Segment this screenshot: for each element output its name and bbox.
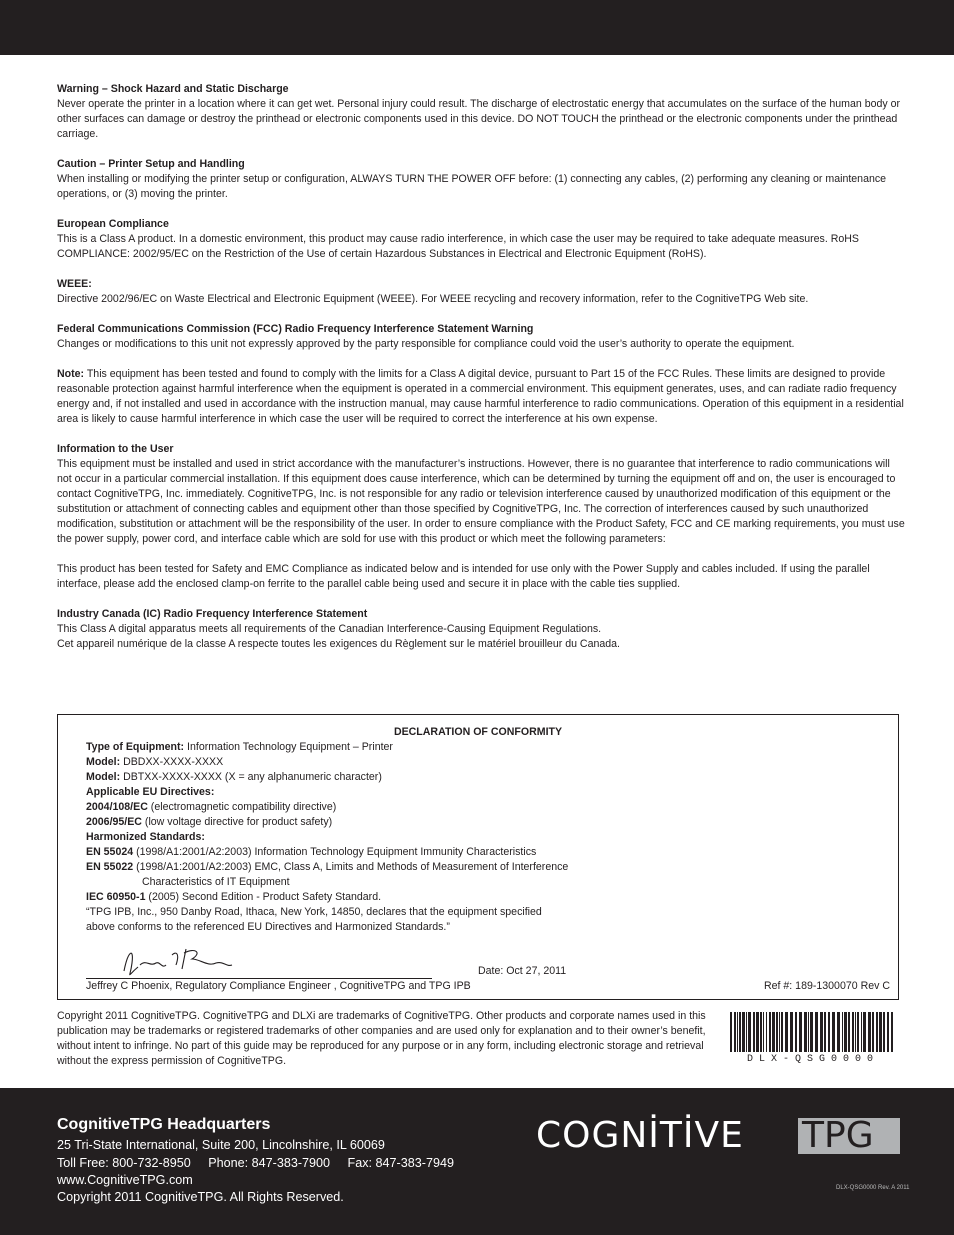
directive-desc: (electromagnetic compatibility directive) — [147, 801, 337, 813]
barcode-bar — [753, 1012, 755, 1052]
barcode-bar — [756, 1012, 759, 1052]
barcode-bar — [824, 1012, 826, 1052]
barcode-bar — [804, 1012, 807, 1052]
section-text: Directive 2002/96/EC on Waste Electrical and Electronic Equipment (WEEE). For WEEE recycling and recovery information, refer to the CognitiveTPG Web site. — [57, 293, 809, 305]
barcode-bar — [852, 1012, 854, 1052]
section-information-to-user — [57, 442, 907, 592]
signature-image — [116, 941, 236, 981]
barcode-bar — [772, 1012, 775, 1052]
section-title: European Compliance — [57, 218, 169, 230]
eu-directives-heading — [86, 785, 646, 800]
standard-desc: (1998/A1:2001/A2:2003) Information Technology Equipment Immunity Characteristics — [133, 846, 537, 858]
directive-line — [86, 815, 646, 830]
hq-website: www.CognitiveTPG.com — [57, 1173, 193, 1187]
barcode-bar — [832, 1012, 835, 1052]
barcode-bar — [763, 1012, 764, 1052]
barcode-bar — [734, 1012, 736, 1052]
standard-line — [86, 860, 646, 875]
barcode-bar — [828, 1012, 830, 1052]
cognitivetpg-logo — [536, 1115, 900, 1156]
barcode-bar — [891, 1012, 893, 1052]
hq-address: 25 Tri-State International, Suite 200, Lincolnshire, IL 60069 — [57, 1138, 385, 1152]
barcode-bar — [795, 1012, 797, 1052]
barcode-bar — [779, 1012, 780, 1052]
type-value: Information Technology Equipment – Printer — [184, 741, 393, 753]
footer — [0, 1088, 954, 1235]
barcode-bar — [766, 1012, 767, 1052]
barcode-bar — [746, 1012, 747, 1052]
model-value: DBTXX-XXXX-XXXX (X = any alphanumeric character) — [120, 771, 382, 783]
barcode-bar — [855, 1012, 856, 1052]
barcode-bar — [887, 1012, 889, 1052]
harmonized-standards-heading — [86, 830, 646, 845]
directive-code: 2004/108/EC — [86, 801, 148, 813]
model-line — [86, 770, 646, 785]
barcode-bar — [837, 1012, 840, 1052]
standard-line — [86, 890, 646, 905]
barcode-bar — [879, 1012, 882, 1052]
standard-code: IEC 60950-1 — [86, 891, 146, 903]
barcode-bar — [872, 1012, 874, 1052]
signer-name: Jeffrey C Phoenix, Regulatory Compliance Engineer , CognitiveTPG and TPG IPB — [86, 980, 471, 992]
barcode-bar — [790, 1012, 793, 1052]
standard-continuation: Characteristics of IT Equipment — [142, 876, 290, 888]
standard-code: EN 55022 — [86, 861, 134, 873]
section-text: This product has been tested for Safety and EMC Compliance as indicated below and is intended for use only with the Power Supply and cables included. If using the parallel interface, please add the enclosed clamp-on ferrite to the parallel cable being used and secure it in place with the cable ties supplied. — [57, 563, 870, 590]
compliance-text — [57, 82, 907, 667]
type-of-equipment — [86, 740, 646, 755]
copyright-notice: Copyright 2011 CognitiveTPG. CognitiveTPG and DLXi are trademarks of CognitiveTPG. Other products and corporate names used in this publication may be trademarks or registered trademarks of other companies and are used only for explanation and to their owner’s benefit, without intent to infringe. No part of this guide may be reproduced for any purpose or in any form, including electronic storage and retrieval without the express permission of CognitiveTPG. — [57, 1010, 706, 1067]
section-title: WEEE: — [57, 278, 92, 290]
barcode-bar — [760, 1012, 762, 1052]
note-label: Note: — [57, 368, 85, 380]
standard-line — [86, 845, 646, 860]
barcode-bar — [742, 1012, 745, 1052]
declaration-of-conformity — [57, 714, 899, 1000]
hq-phones: Toll Free: 800-732-8950 Phone: 847-383-7900 Fax: 847-383-7949 — [57, 1156, 454, 1170]
model-label: Model: — [86, 756, 121, 768]
section-text: Never operate the printer in a location where it can get wet. Personal injury could result. The discharge of electrostatic energy that accumulates on the surface of the human body or other surfaces can damage or destroy the printhead or electronic components used in this device. DO NOT TOUCH the printhead or the electronic components under the printhead carriage. — [57, 98, 901, 140]
standard-desc: (2005) Second Edition - Product Safety Standard. — [145, 891, 382, 903]
hs-label: Harmonized Standards: — [86, 831, 205, 843]
barcode-bar — [781, 1012, 783, 1052]
standard-desc: (1998/A1:2001/A2:2003) EMC, Class A, Limits and Methods of Measurement of Interference — [133, 861, 569, 873]
barcode-bar — [739, 1012, 741, 1052]
document-code: DLX-QSG0000 Rev. A 2011 — [836, 1185, 910, 1191]
section-text: Changes or modifications to this unit not expressly approved by the party responsible for compliance could void the user’s authority to operate the equipment. — [57, 338, 795, 350]
section-weee — [57, 277, 907, 307]
reference-number: Ref #: 189-1300070 Rev C — [763, 980, 890, 992]
note-text: This equipment has been tested and found to comply with the limits for a Class A digital device, pursuant to Part 15 of the FCC Rules. These limits are designed to provide reasonable protection against harmful interference when the equipment is operated in a commercial environment. This equipment generates, uses, and can radiate radio frequency energy and, if not installed and used in accordance with the instruction manual, may cause harmful interference to radio communications. Operation of this equipment in a residential area is likely to cause harmful interference in which case the user will be required to correct the interference at his own expense. — [57, 368, 904, 425]
section-text: When installing or modifying the printer setup or configuration, ALWAYS TURN THE POWER OFF before: (1) connecting any cables, (2) performing any cleaning or maintenance operations, or (3) moving the printer. — [57, 173, 887, 200]
barcode-bar — [883, 1012, 885, 1052]
directive-line — [86, 800, 646, 815]
barcode-bar — [842, 1012, 843, 1052]
model-label: Model: — [86, 771, 121, 783]
barcode-bar — [876, 1012, 878, 1052]
directive-desc: (low voltage directive for product safety) — [141, 816, 333, 828]
section-title: Caution – Printer Setup and Handling — [57, 158, 245, 170]
barcode-bar — [868, 1012, 871, 1052]
barcode-bar — [861, 1012, 862, 1052]
barcode-bar — [857, 1012, 859, 1052]
barcode-bar — [799, 1012, 802, 1052]
section-title: Federal Communications Commission (FCC) Radio Frequency Interference Statement Warning — [57, 323, 534, 335]
eu-label: Applicable EU Directives: — [86, 786, 215, 798]
standard-code: EN 55024 — [86, 846, 134, 858]
logo-tpg-text: TPG — [802, 1115, 874, 1156]
section-text: This is a Class A product. In a domestic environment, this product may cause radio interference, in which case the user may be required to take adequate measures. RoHS COMPLIANCE: 2002/95/EC on the Restriction of the Use of certain Hazardous Substances in Electrical and Electronic Equipment (RoHS). — [57, 233, 859, 260]
barcode-bar — [776, 1012, 778, 1052]
note-paragraph — [57, 367, 907, 427]
barcode-bar — [808, 1012, 809, 1052]
section-text: This equipment must be installed and used in strict accordance with the manufacturer’s instructions. However, there is no guarantee that interference to radio communications will not occur in a particular commercial installation. If this equipment does cause interference, which can be determined by turning the equipment off and on, the user is encouraged to contact CognitiveTPG, Inc. immediately. CognitiveTPG, Inc. is not responsible for any radio or television interference caused by unauthorized modification of this equipment or the substitution or attachment of connecting cables and equipment other than those specified by CognitiveTPG, Inc. The correction of interferences caused by such unauthorized modification, substitution or attachment will be the responsibility of the user. In order to ensure compliance with the Product Safety, FCC and CE marking requirements, you must use the power supply, power cord, and interface cable which are sold for use with this product or which meet the following parameters: — [57, 458, 905, 545]
section-note — [57, 367, 907, 427]
barcode-bar — [820, 1012, 823, 1052]
hq-rights: Copyright 2011 CognitiveTPG. All Rights Reserved. — [57, 1190, 344, 1204]
declaration-quote: “TPG IPB, Inc., 950 Danby Road, Ithaca, New York, 14850, declares that the equipment specified — [86, 906, 542, 918]
barcode-image — [730, 1012, 896, 1056]
model-value: DBDXX-XXXX-XXXX — [120, 756, 224, 768]
section-title: Information to the User — [57, 443, 174, 455]
barcode-bar — [737, 1012, 738, 1052]
barcode-bar — [769, 1012, 771, 1052]
barcode-bar — [848, 1012, 850, 1052]
declaration-title: DECLARATION OF CONFORMITY — [393, 726, 563, 738]
section-title: Warning – Shock Hazard and Static Discharge — [57, 83, 289, 95]
logo-cognitive-text: COGNİTİVE — [536, 1115, 744, 1156]
directive-code: 2006/95/EC — [86, 816, 142, 828]
barcode-bar — [815, 1012, 818, 1052]
declaration-details — [86, 740, 646, 935]
section-title: Industry Canada (IC) Radio Frequency Interference Statement — [57, 608, 368, 620]
section-fcc — [57, 322, 907, 352]
barcode-bar — [844, 1012, 847, 1052]
section-industry-canada — [57, 607, 907, 652]
model-line — [86, 755, 646, 770]
barcode-bar — [810, 1012, 813, 1052]
section-european-compliance — [57, 217, 907, 262]
barcode-text: DLX-QSG0000 — [746, 1054, 879, 1065]
declaration-quote: above conforms to the referenced EU Directives and Harmonized Standards.” — [86, 921, 450, 933]
section-caution — [57, 157, 907, 202]
type-label: Type of Equipment: — [86, 741, 185, 753]
barcode-bar — [748, 1012, 751, 1052]
barcode-bar — [730, 1012, 732, 1052]
barcode-bar — [785, 1012, 788, 1052]
top-banner — [0, 0, 954, 55]
section-warning — [57, 82, 907, 142]
section-text: This Class A digital apparatus meets all requirements of the Canadian Interference-Causing Equipment Regulations. Cet appareil numérique de la classe A respecte toutes les exigences du Règlement sur le matériel brouilleur du Canada. — [57, 623, 620, 650]
declaration-date: Date: Oct 27, 2011 — [478, 965, 567, 977]
hq-title: CognitiveTPG Headquarters — [57, 1116, 271, 1133]
barcode-bar — [863, 1012, 866, 1052]
